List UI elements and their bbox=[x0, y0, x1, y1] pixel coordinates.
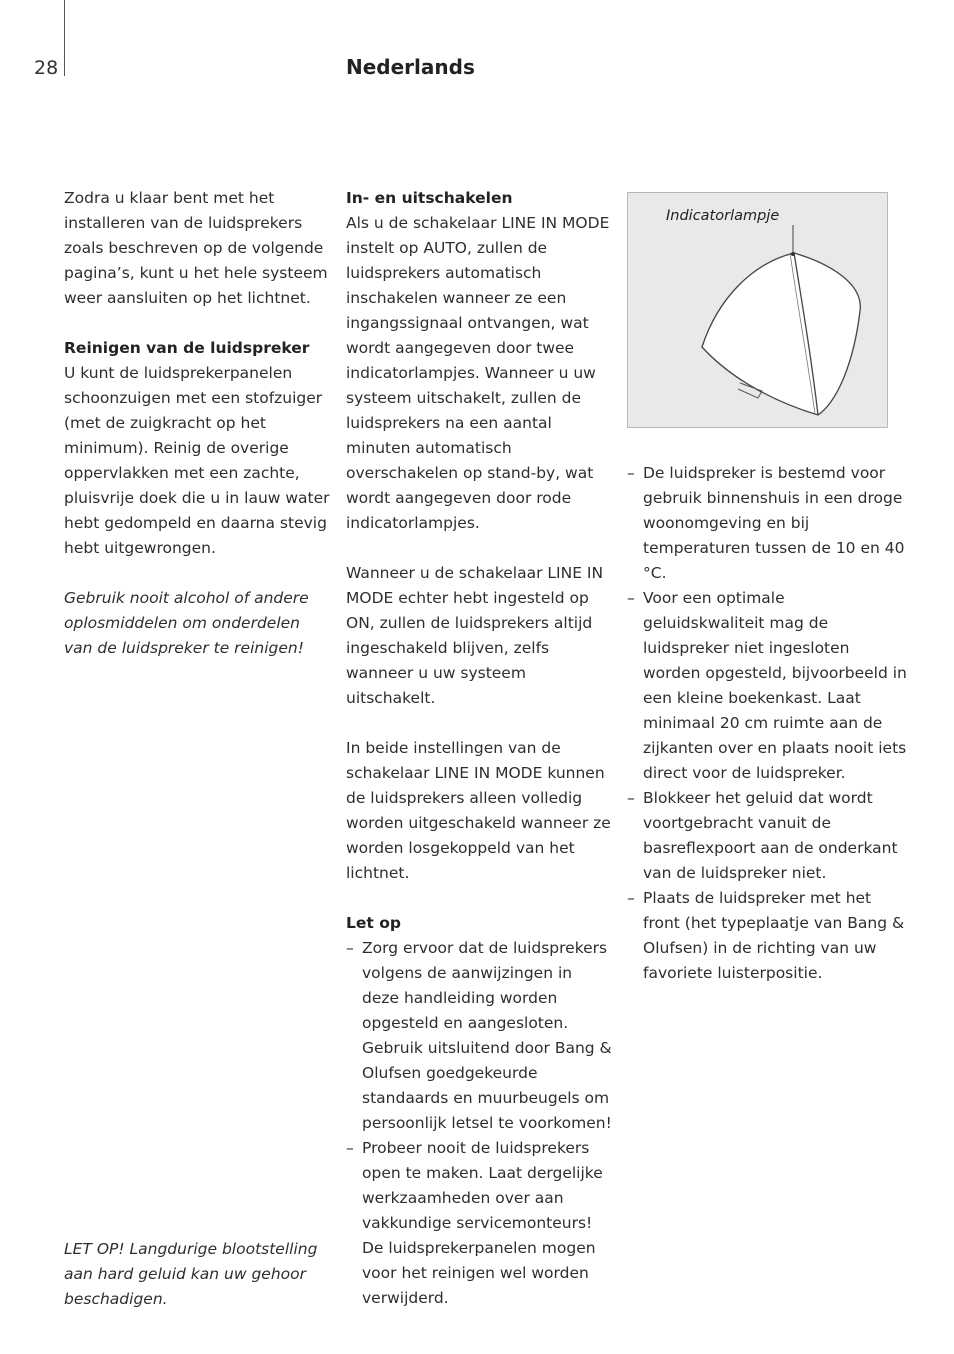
intro-paragraph: Zodra u klaar bent met het installeren van de luidsprekers zoals beschreven op de volgende pagina’s, kunt u het hele systeem weer aansluiten op het lichtnet. bbox=[64, 189, 328, 307]
usage-list bbox=[627, 461, 907, 986]
cleaning-paragraph: U kunt de luidsprekerpanelen schoonzuigen met een stofzuiger (met de zuigkracht op het minimum). Reinig de overige oppervlakken met een zachte, pluisvrije doek die u in lauw water hebt gedompeld en daarna stevig hebt uitgewrongen. bbox=[64, 364, 330, 557]
hearing-warning-text: LET OP! Langdurige blootstelling aan hard geluid kan uw gehoor beschadigen. bbox=[64, 1240, 318, 1308]
speaker-illustration-icon bbox=[628, 193, 889, 429]
indicator-label: Indicatorlampje bbox=[666, 208, 780, 224]
section-title: Nederlands bbox=[346, 55, 475, 79]
note-item: – Zorg ervoor dat de luidsprekers volgens de aanwijzingen in deze handleiding worden opgesteld en aangesloten. Gebruik uitsluitend door Bang & Olufsen goedgekeurde standaards en muurbeugels om persoonlijk letsel te voorkomen! bbox=[346, 936, 612, 1136]
page-number: 28 bbox=[34, 57, 59, 79]
note-list bbox=[346, 936, 612, 1311]
usage-item: – Voor een optimale geluidskwaliteit mag de luidspreker niet ingesloten worden opgesteld, bijvoorbeeld in een kleine boekenkast. Laat minimaal 20 cm ruimte aan de zijkanten over en plaats nooit iets direct voor de luidspreker. bbox=[627, 586, 907, 786]
cleaning-note-text: Gebruik nooit alcohol of andere oplosmiddelen om onderdelen van de luidspreker te reinigen! bbox=[64, 589, 309, 657]
speaker-figure bbox=[627, 192, 888, 428]
hearing-warning bbox=[64, 1237, 332, 1312]
switch-heading: In- en uitschakelen bbox=[346, 189, 513, 207]
usage-item: – De luidspreker is bestemd voor gebruik binnenshuis in een droge woonomgeving en bij temperaturen tussen de 10 en 40 °C. bbox=[627, 461, 907, 586]
switch-paragraph-1: Als u de schakelaar LINE IN MODE instelt op AUTO, zullen de luidsprekers automatisch inschakelen wanneer ze een ingangssignaal ontvangen, wat wordt aangegeven door twee indicatorlampjes. Wanneer u uw systeem uitschakelt, zullen de luidsprekers na een aantal minuten automatisch overschakelen op stand-by, wat wordt aangegeven door rode indicatorlampjes. bbox=[346, 214, 610, 532]
column-middle bbox=[346, 186, 612, 1311]
switch-paragraph-3: In beide instellingen van de schakelaar LINE IN MODE kunnen de luidsprekers alleen volledig worden uitgeschakeld wanneer ze worden losgekoppeld van het lichtnet. bbox=[346, 739, 611, 882]
page-margin-rule bbox=[64, 0, 65, 76]
note-heading: Let op bbox=[346, 914, 401, 932]
note-item: – Probeer nooit de luidsprekers open te maken. Laat dergelijke werkzaamheden over aan vakkundige servicemonteurs! De luidsprekerpanelen mogen voor het reinigen wel worden verwijderd. bbox=[346, 1136, 612, 1311]
switch-paragraph-2: Wanneer u de schakelaar LINE IN MODE echter hebt ingesteld op ON, zullen de luidsprekers altijd ingeschakeld blijven, zelfs wanneer u uw systeem uitschakelt. bbox=[346, 564, 604, 707]
column-left bbox=[64, 186, 332, 661]
cleaning-heading: Reinigen van de luidspreker bbox=[64, 339, 310, 357]
usage-item: – Blokkeer het geluid dat wordt voortgebracht vanuit de basreflexpoort aan de onderkant van de luidspreker niet. bbox=[627, 786, 907, 886]
usage-item: – Plaats de luidspreker met het front (het typeplaatje van Bang & Olufsen) in de richting van uw favoriete luisterpositie. bbox=[627, 886, 907, 986]
column-right bbox=[627, 461, 907, 986]
cleaning-note bbox=[64, 586, 332, 661]
hearing-warning-paragraph bbox=[64, 1237, 332, 1312]
